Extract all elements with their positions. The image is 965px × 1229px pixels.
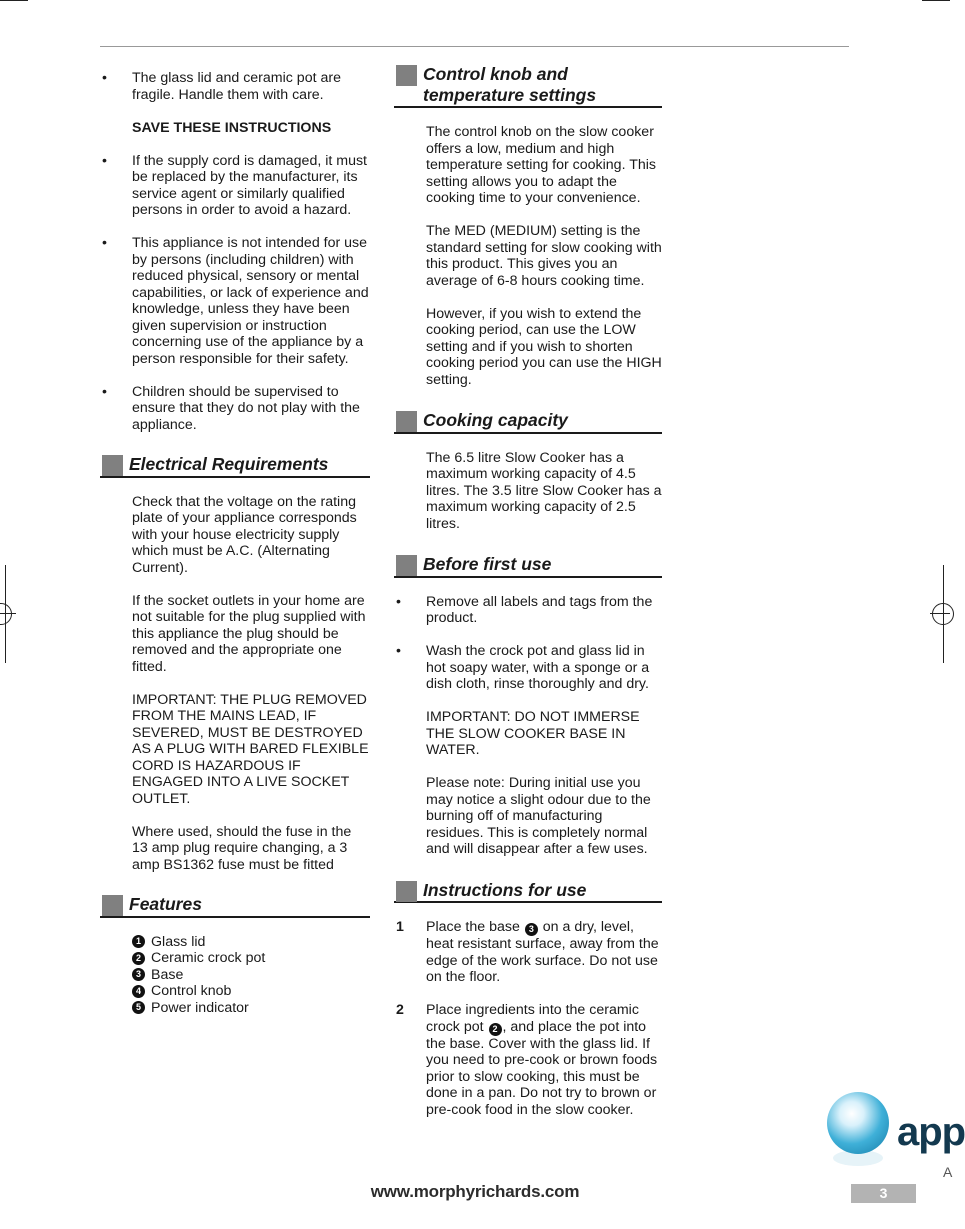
section-heading-first-use: Before first use <box>394 554 662 578</box>
heading-square-icon <box>102 455 123 476</box>
crop-mark <box>5 565 6 663</box>
heading-square-icon <box>396 555 417 576</box>
heading-square-icon <box>396 411 417 432</box>
heading-square-icon <box>102 895 123 916</box>
paragraph: The 6.5 litre Slow Cooker has a maximum working capacity of 4.5 litres. The 3.5 litre Slow Cooker has a maximum working capacity of 2.5 litres. <box>426 449 662 532</box>
brand-logo-subtext: A <box>943 1164 953 1180</box>
bullet-glyph: • <box>396 643 401 659</box>
bullet-glyph: • <box>102 152 107 169</box>
step-item: 1 Place the base 3 on a dry, level, heat resistant surface, away from the edge of the work surface. Do not use on the floor. <box>396 919 659 985</box>
list-item: • This appliance is not intended for use by persons (including children) with reduced physical, sensory or mental capabilities, or lack of experience and knowledge, unless they have been given supervision or instruction concerning use of the appliance by a person responsible for their safety. <box>102 235 369 367</box>
section-heading-capacity: Cooking capacity <box>394 410 662 434</box>
list-item: 4 Control knob <box>132 983 370 1000</box>
page-number: 3 <box>851 1184 916 1203</box>
paragraph: However, if you wish to extend the cooking period, can use the LOW setting and if you wish to shorten cooking period you can use the HIGH setting. <box>426 305 662 388</box>
paragraph: If the socket outlets in your home are not suitable for the plug supplied with this appliance the plug should be removed and the appropriate one fitted. <box>132 592 366 675</box>
paragraph: Check that the voltage on the rating plate of your appliance corresponds with your house electricity supply which must be A.C. (Alternating Current). <box>132 493 357 576</box>
list-item: • Children should be supervised to ensure that they do not play with the appliance. <box>102 383 360 433</box>
features-list <box>100 934 370 1017</box>
section-heading-features: Features <box>100 894 370 918</box>
number-badge-icon: 2 <box>132 952 145 965</box>
bullet-glyph: • <box>396 593 401 610</box>
paragraph: Please note: During initial use you may notice a slight odour due to the burning off of manufacturing residues. This is completely normal and will disappear after a few uses. <box>426 775 651 857</box>
brand-logo-icon <box>827 1092 889 1154</box>
registration-mark-left <box>0 603 12 625</box>
crop-mark <box>0 613 16 614</box>
section-heading-instructions: Instructions for use <box>394 880 662 904</box>
brand-logo-text: app <box>897 1110 965 1154</box>
list-item: 1 Glass lid <box>132 934 370 951</box>
footer-url: www.morphyrichards.com <box>370 1182 580 1201</box>
number-badge-icon: 5 <box>132 1001 145 1014</box>
step-item: 2 Place ingredients into the ceramic crock pot 2 , and place the pot into the base. Cover with the glass lid. If you need to pre-cook or brown foods prior to slow cooking, this must be done in a pan. Do not try to brown or pre-cook food in the slow cooker. <box>396 1002 658 1118</box>
crop-mark <box>0 0 28 1</box>
section-heading-electrical: Electrical Requirements <box>100 454 370 478</box>
crop-mark <box>930 613 950 614</box>
bullet-glyph: • <box>102 70 107 86</box>
number-badge-icon: 3 <box>132 968 145 981</box>
step-number: 1 <box>396 919 404 935</box>
list-item: • If the supply cord is damaged, it must be replaced by the manufacturer, its service agent or similarly qualified persons in order to avoid a hazard. <box>102 152 367 218</box>
paragraph: IMPORTANT: THE PLUG REMOVED FROM THE MAINS LEAD, IF SEVERED, MUST BE DESTROYED AS A PLUG WITH BARED FLEXIBLE CORD IS HAZARDOUS IF ENGAGED INTO A LIVE SOCKET OUTLET. <box>132 691 369 807</box>
number-badge-icon: 3 <box>525 923 538 936</box>
list-item: • Remove all labels and tags from the product. <box>396 593 653 626</box>
crop-mark <box>943 565 944 663</box>
left-column <box>100 70 370 1016</box>
list-item: • The glass lid and ceramic pot are fragile. Handle them with care. <box>102 70 341 103</box>
list-item: • Wash the crock pot and glass lid in hot soapy water, with a sponge or a dish cloth, rinse thoroughly and dry. <box>396 643 650 692</box>
header-rule <box>100 46 849 47</box>
step-number: 2 <box>396 1002 404 1018</box>
crop-mark <box>922 0 950 1</box>
list-item: 2 Ceramic crock pot <box>132 950 370 967</box>
number-badge-icon: 1 <box>132 935 145 948</box>
bullet-glyph: • <box>102 235 107 251</box>
list-item: 5 Power indicator <box>132 1000 370 1017</box>
heading-square-icon <box>396 65 417 86</box>
paragraph: The control knob on the slow cooker offers a low, medium and high temperature setting for cooking. This setting allows you to adapt the cooking time to your convenience. <box>426 124 657 206</box>
paragraph: The MED (MEDIUM) setting is the standard setting for slow cooking with this product. This gives you an average of 6-8 hours cooking time. <box>426 223 662 289</box>
save-instructions: SAVE THESE INSTRUCTIONS <box>132 119 332 136</box>
right-column <box>394 64 662 1135</box>
list-item: 3 Base <box>132 967 370 984</box>
section-heading-control: Control knob and temperature settings <box>394 64 662 108</box>
heading-square-icon <box>396 881 417 902</box>
paragraph: IMPORTANT: DO NOT IMMERSE THE SLOW COOKER BASE IN WATER. <box>426 709 640 758</box>
bullet-glyph: • <box>102 383 107 400</box>
paragraph: Where used, should the fuse in the 13 amp plug require changing, a 3 amp BS1362 fuse must be fitted <box>132 823 352 873</box>
number-badge-icon: 4 <box>132 985 145 998</box>
number-badge-icon: 2 <box>489 1023 502 1036</box>
